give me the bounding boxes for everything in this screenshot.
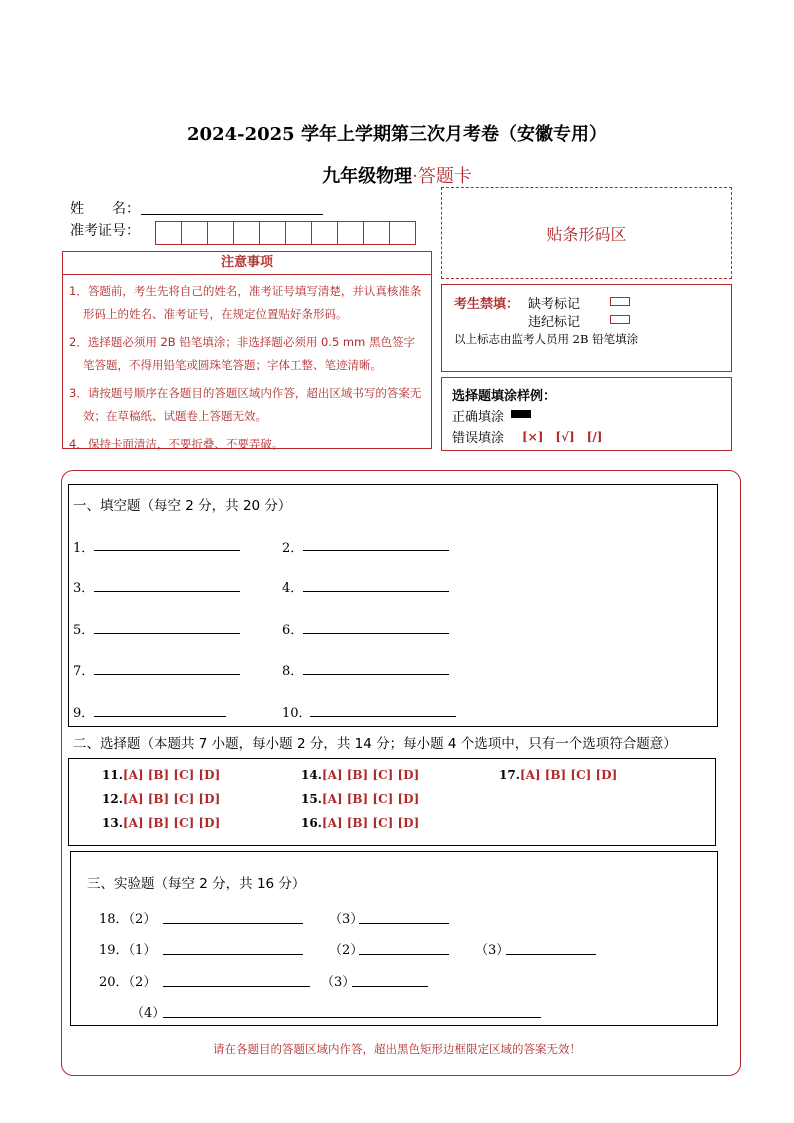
choice-number: 16.: [301, 816, 322, 830]
forbidden-label: 考生禁填：: [454, 297, 520, 312]
q-number: 5．: [73, 623, 95, 638]
answer-line[interactable]: [94, 633, 240, 634]
answer-line[interactable]: [163, 923, 303, 924]
choice-options[interactable]: [A] [B] [C] [D]: [321, 816, 420, 830]
answer-line[interactable]: [94, 550, 240, 551]
id-cell[interactable]: [156, 222, 182, 244]
choice-row[interactable]: [102, 768, 220, 782]
section1-title: 一、填空题（每空 2 分，共 20 分）: [73, 498, 292, 514]
page-title: 2024-2025 学年上学期第三次月考卷（安徽专用）: [187, 124, 607, 145]
name-field[interactable]: [141, 214, 323, 215]
q-number: 9．: [73, 706, 95, 721]
q-number: （3）: [321, 975, 356, 990]
choice-row[interactable]: [301, 816, 419, 830]
footer-warning: 请在各题目的答题区域内作答，超出黑色矩形边框限定区域的答案无效！: [213, 1042, 581, 1056]
page-subtitle: [0, 162, 794, 188]
filled-mark-icon: [511, 410, 531, 418]
section-choice: [68, 758, 716, 846]
answer-line[interactable]: [94, 591, 240, 592]
q-number: 6．: [282, 623, 304, 638]
answer-line[interactable]: [163, 986, 310, 987]
section-experiment: [70, 851, 718, 1026]
section-fill-blank: [68, 484, 718, 727]
choice-row[interactable]: [301, 792, 419, 806]
notice-item: 2．选择题必须用 2B 铅笔填涂；非选择题必须用 0.5 mm 黑色签字笔答题，不得用铅笔或圆珠笔答题；字体工整、笔迹清晰。: [69, 335, 415, 372]
q-number: 10．: [282, 706, 312, 721]
answer-line[interactable]: [303, 591, 449, 592]
id-cell[interactable]: [260, 222, 286, 244]
q-number: （3）: [329, 912, 364, 927]
q-number: 3．: [73, 581, 95, 596]
answer-line[interactable]: [352, 986, 428, 987]
choice-options[interactable]: [A] [B] [C] [D]: [122, 792, 221, 806]
choice-row[interactable]: [301, 768, 419, 782]
q-number: （2）: [329, 943, 364, 958]
q-number: （3）: [475, 943, 510, 958]
sample-wrong-marks: [×] [√] [/]: [522, 430, 603, 444]
name-label: 姓 名：: [70, 201, 140, 217]
id-cell[interactable]: [390, 222, 415, 244]
notice-item: 1．答题前，考生先将自己的姓名，准考证号填写清楚，并认真核准条形码上的姓名、准考证号，在规定位置贴好条形码。: [69, 284, 422, 321]
q-number: 18．（2）: [99, 912, 157, 927]
answer-line[interactable]: [506, 954, 596, 955]
choice-options[interactable]: [A] [B] [C] [D]: [122, 816, 221, 830]
sample-correct-label: 正确填涂: [452, 410, 505, 425]
answer-line[interactable]: [303, 674, 449, 675]
choice-options[interactable]: [A] [B] [C] [D]: [122, 768, 221, 782]
forbidden-box: [441, 284, 732, 372]
q-number: 20．（2）: [99, 975, 157, 990]
choice-row[interactable]: [499, 768, 617, 782]
q-number: 2．: [282, 541, 304, 556]
choice-options[interactable]: [A] [B] [C] [D]: [321, 792, 420, 806]
q-number: 7．: [73, 664, 95, 679]
answer-line[interactable]: [94, 674, 240, 675]
violation-mark[interactable]: [610, 315, 630, 324]
notice-item: 4．保持卡面清洁，不要折叠、不要弄破。: [69, 437, 284, 451]
section3-title: 三、实验题（每空 2 分，共 16 分）: [87, 876, 306, 892]
choice-row[interactable]: [102, 792, 220, 806]
choice-options[interactable]: [A] [B] [C] [D]: [519, 768, 618, 782]
choice-number: 15.: [301, 792, 322, 806]
choice-number: 13.: [102, 816, 123, 830]
subtitle-dot: ·: [412, 166, 418, 187]
answer-line[interactable]: [303, 550, 449, 551]
section2-title: 二、选择题（本题共 7 小题，每小题 2 分，共 14 分；每小题 4 个选项中，只有一个选项符合题意）: [73, 736, 677, 752]
choice-number: 11.: [102, 768, 123, 782]
q-number: 19．（1）: [99, 943, 157, 958]
choice-number: 17.: [499, 768, 520, 782]
answer-line[interactable]: [163, 954, 303, 955]
id-cell[interactable]: [286, 222, 312, 244]
answer-line[interactable]: [163, 1017, 541, 1018]
answer-line[interactable]: [303, 633, 449, 634]
absent-mark[interactable]: [610, 297, 630, 306]
id-cell[interactable]: [338, 222, 364, 244]
card-label: 答题卡: [417, 166, 472, 187]
answer-line[interactable]: [359, 923, 449, 924]
subject-label: 九年级物理: [322, 166, 413, 187]
q-number: 8．: [282, 664, 304, 679]
sample-box: [441, 377, 732, 451]
notice-body: [62, 274, 432, 449]
q-number: 4．: [282, 581, 304, 596]
q-number: 1．: [73, 541, 95, 556]
answer-line[interactable]: [94, 716, 226, 717]
notice-item: 3．请按题号顺序在各题目的答题区域内作答，超出区域书写的答案无效；在草稿纸、试题卷上答题无效。: [69, 386, 422, 423]
choice-number: 12.: [102, 792, 123, 806]
choice-options[interactable]: [A] [B] [C] [D]: [321, 768, 420, 782]
answer-line[interactable]: [310, 716, 456, 717]
id-number-grid[interactable]: [155, 221, 416, 245]
id-cell[interactable]: [182, 222, 208, 244]
id-cell[interactable]: [208, 222, 234, 244]
id-label: 准考证号：: [70, 223, 140, 239]
q-number: （4）: [131, 1006, 166, 1021]
sample-title: 选择题填涂样例：: [452, 389, 557, 404]
notice-title: 注意事项: [62, 251, 432, 275]
id-cell[interactable]: [234, 222, 260, 244]
choice-row[interactable]: [102, 816, 220, 830]
barcode-area: 贴条形码区: [441, 187, 732, 279]
forbidden-note: 以上标志由监考人员用 2B 铅笔填涂: [454, 332, 639, 346]
choice-number: 14.: [301, 768, 322, 782]
sample-wrong-label: 错误填涂: [452, 431, 505, 446]
id-cell[interactable]: [364, 222, 390, 244]
absent-label: 缺考标记: [528, 297, 581, 312]
id-cell[interactable]: [312, 222, 338, 244]
answer-line[interactable]: [359, 954, 449, 955]
violation-label: 违纪标记: [528, 315, 581, 330]
